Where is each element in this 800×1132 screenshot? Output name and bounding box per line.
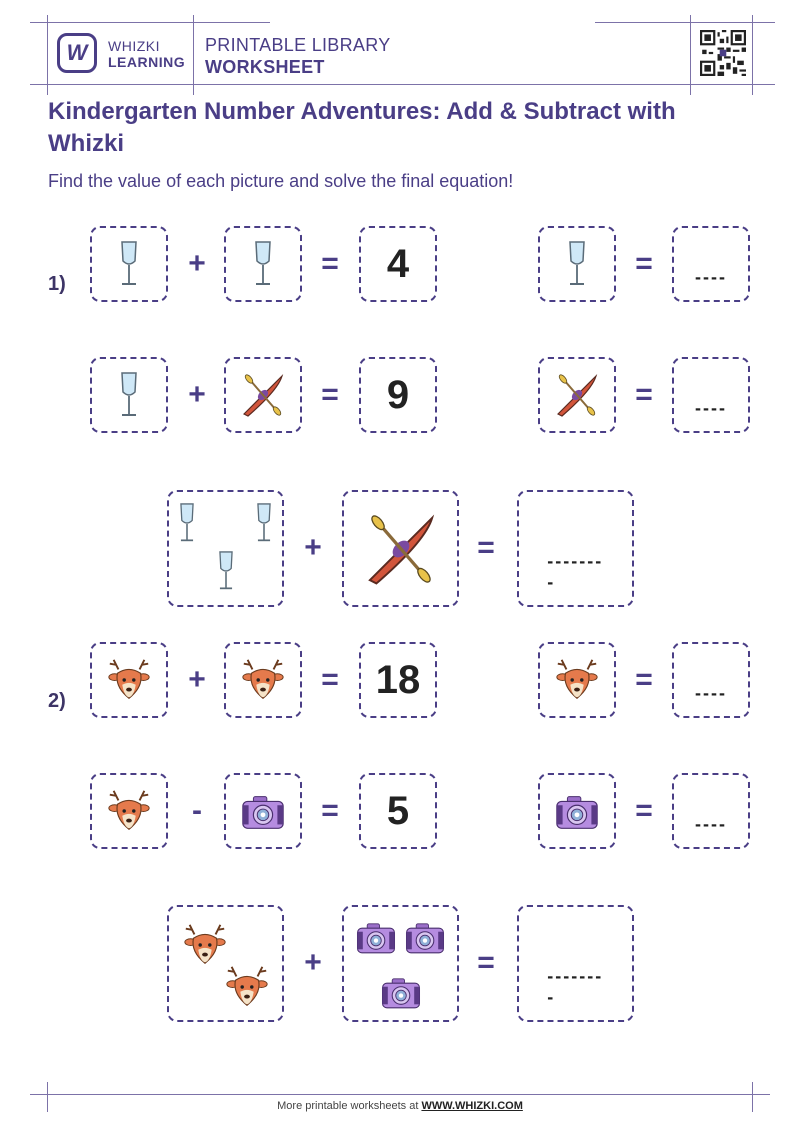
whizki-logo [57,33,97,73]
wine-glass-icon [114,239,144,289]
problem-2-eq2-result: 5 [386,788,410,833]
answer-blank: -------- [547,966,604,1007]
problem-1-eq1-solve-equals: = [635,247,653,280]
problem-2-final-answer-box[interactable] [517,905,634,1022]
kayak-icon [238,370,288,420]
header-title-line2: WORKSHEET [205,57,325,77]
problem-2-eq1-solve-equals: = [635,663,653,696]
wine-glass-icon [562,239,592,289]
problem-2-eq2-left-box [90,773,168,849]
deer-icon [223,963,271,1011]
header-top-line-right [595,22,775,23]
problem-2-eq2-operator: - [192,794,202,827]
problem-1-glass-answer-box[interactable] [672,226,750,302]
footer-text: More printable worksheets at [277,1100,422,1112]
problem-2-label: 2) [48,690,66,712]
problem-1-label: 1) [48,273,66,295]
problem-2-final-operator: + [304,946,322,979]
deer-icon [105,656,153,704]
brand-name-line2: LEARNING [108,54,186,70]
answer-blank: ---- [695,398,727,418]
problem-2-solve-deer-box [538,642,616,718]
header-title-line1: PRINTABLE LIBRARY [205,35,391,55]
camera-icon [239,787,287,835]
problem-1-final-operator: + [304,531,322,564]
wine-glass-icon [114,370,144,420]
problem-1-eq2-solve-equals: = [635,378,653,411]
header-bottom-line [30,84,775,85]
problem-1-final-left-box [167,490,284,607]
brand-name-line1: WHIZKI [108,38,160,54]
qr-code-icon [700,30,746,76]
problem-1-eq2-left-box [90,357,168,433]
footer-link[interactable]: WWW.WHIZKI.COM [421,1100,523,1112]
problem-1-eq2-result: 9 [386,372,410,417]
footer [0,1100,800,1112]
problem-2-eq1-equals: = [321,663,339,696]
answer-blank: ---- [695,683,727,703]
problem-2-final-equals: = [477,946,495,979]
problem-1-solve-kayak-box [538,357,616,433]
problem-1-eq1-result: 4 [386,241,410,286]
header-divider-mid [193,15,194,95]
deer-icon [105,787,153,835]
problem-2-deer-answer-box[interactable] [672,642,750,718]
logo-letter: W [66,40,88,65]
problem-1-eq1-result-box [359,226,437,302]
problem-1-eq1-right-box [224,226,302,302]
header-divider-left [47,15,48,95]
problem-2-eq1-result-box [359,642,437,718]
problem-1-solve-glass-box [538,226,616,302]
problem-1-eq2-result-box [359,357,437,433]
worksheet-title: Kindergarten Number Adventures: Add & Subtract with Whizki [48,98,676,157]
problem-2-final-right-box [342,905,459,1022]
problem-1-eq1-equals: = [321,247,339,280]
problem-1-kayak-answer-box[interactable] [672,357,750,433]
answer-blank: ---- [695,814,727,834]
problem-2-eq1-result: 18 [375,657,421,702]
problem-1-eq2-operator: + [188,378,206,411]
problem-1-eq2-right-box [224,357,302,433]
deer-icon [181,921,229,969]
problem-2-eq2-result-box [359,773,437,849]
camera-icon [352,915,400,959]
answer-blank: -------- [547,551,604,592]
problem-1-eq1-operator: + [188,247,206,280]
wine-glass-icon [213,548,239,594]
header-divider-right [752,15,753,95]
worksheet-instructions: Find the value of each picture and solve the final equation! [48,171,514,191]
kayak-icon [360,508,442,590]
deer-icon [553,656,601,704]
problem-2-eq1-right-box [224,642,302,718]
problem-2-camera-answer-box[interactable] [672,773,750,849]
wine-glass-icon [174,500,200,546]
problem-1-final-equals: = [477,531,495,564]
problem-2-final-left-box [167,905,284,1022]
kayak-icon [552,370,602,420]
camera-icon [553,787,601,835]
wine-glass-icon [251,500,277,546]
header-divider-qr [690,15,691,95]
camera-icon [377,970,425,1014]
problem-2-solve-camera-box [538,773,616,849]
problem-1-final-answer-box[interactable] [517,490,634,607]
camera-icon [401,915,449,959]
header-top-line [30,22,270,23]
footer-line [30,1094,770,1095]
problem-2-eq1-left-box [90,642,168,718]
problem-1-eq1-left-box [90,226,168,302]
problem-2-eq2-equals: = [321,794,339,827]
deer-icon [239,656,287,704]
wine-glass-icon [248,239,278,289]
problem-1-eq2-equals: = [321,378,339,411]
problem-1-final-right-box [342,490,459,607]
answer-blank: ---- [695,267,727,287]
problem-2-eq1-operator: + [188,663,206,696]
problem-2-eq2-right-box [224,773,302,849]
problem-2-eq2-solve-equals: = [635,794,653,827]
